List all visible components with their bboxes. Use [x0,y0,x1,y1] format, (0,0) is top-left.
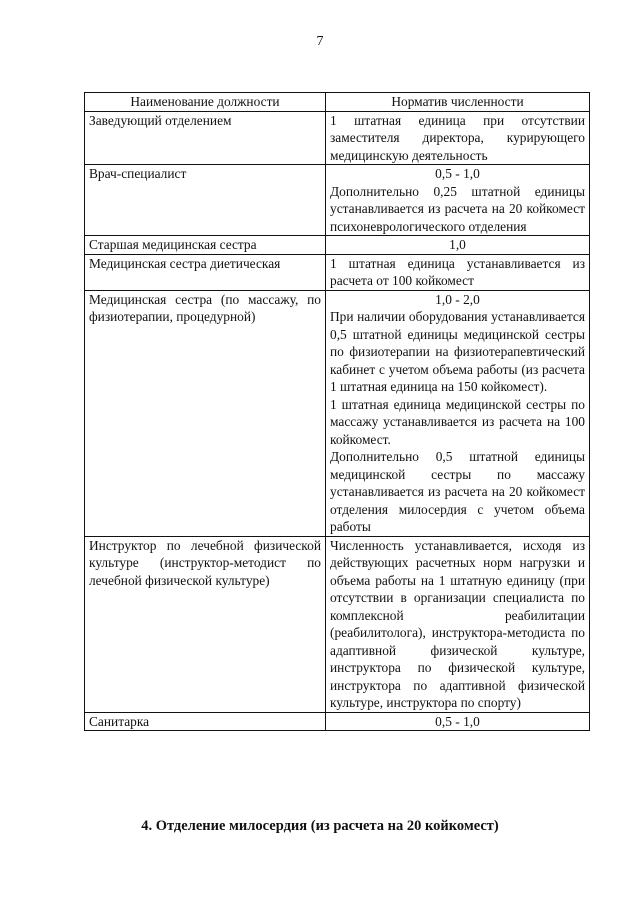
table-header-row [85,93,590,112]
norm-cell [326,165,590,236]
section-heading: 4. Отделение милосердия (из расчета на 20 койкомест) [141,818,499,834]
position-cell: Заведующий отделением [85,111,326,165]
table-row [85,236,590,255]
column-header-norm: Норматив численности [326,93,590,112]
norm-cell [326,536,590,712]
norm-value: 0,5 - 1,0 [435,166,480,181]
norm-text: Численность устанавливается, исходя из действующих расчетных норм нагрузки и объема работы на 1 штатную единицу (при отсутствии в организации специалиста по комплексной реабилитации (реабилитолога), инструктора-методиста по адаптивной физической культуре, инструктора по физической культуре, инструктора по адаптивной физической культуре, инструктора по спорту) [330,537,585,710]
table-row [85,165,590,236]
norm-cell [326,712,590,731]
norm-cell [326,254,590,290]
position-cell: Инструктор по лечебной физической культуре (инструктор-методист по лечебной физической культуре) [85,536,326,712]
norm-cell [326,111,590,165]
norm-text: При наличии оборудования устанавливается 0,5 штатной единицы медицинской сестры по физиотерапии на физиотерапевтический кабинет с учетом объема работы (из расчета 1 штатная единица на 150 койкомест). [330,309,585,394]
norm-cell [326,236,590,255]
staffing-table [84,92,590,731]
table-row [85,712,590,731]
norm-value: 0,5 - 1,0 [435,713,480,729]
norm-value: 1,0 - 2,0 [435,291,480,307]
table-row [85,536,590,712]
norm-text: Дополнительно 0,25 штатной единицы устанавливается из расчета на 20 койкомест психоневрологического отделения [330,183,585,234]
column-header-position: Наименование должности [85,93,326,112]
table-row [85,290,590,536]
norm-cell [326,290,590,536]
table-row [85,254,590,290]
position-cell: Врач-специалист [85,165,326,236]
norm-text: Дополнительно 0,5 штатной единицы медицинской сестры по массажу устанавливается из расчета на 20 койкомест отделения милосердия с учетом объема работы [330,449,585,534]
norm-text: 1 штатная единица медицинской сестры по массажу устанавливается из расчета на 100 койкомест. [330,396,585,447]
page-number: 7 [316,34,324,49]
table-row [85,111,590,165]
norm-text: 1 штатная единица при отсутствии заместителя директора, курирующего медицинскую деятельность [330,112,585,163]
norm-text: 1 штатная единица устанавливается из расчета от 100 койкомест [330,255,585,288]
position-cell: Старшая медицинская сестра [85,236,326,255]
norm-value: 1,0 [449,237,466,252]
position-cell: Медицинская сестра диетическая [85,254,326,290]
position-cell: Медицинская сестра (по массажу, по физиотерапии, процедурной) [85,290,326,536]
position-cell: Санитарка [85,712,326,731]
